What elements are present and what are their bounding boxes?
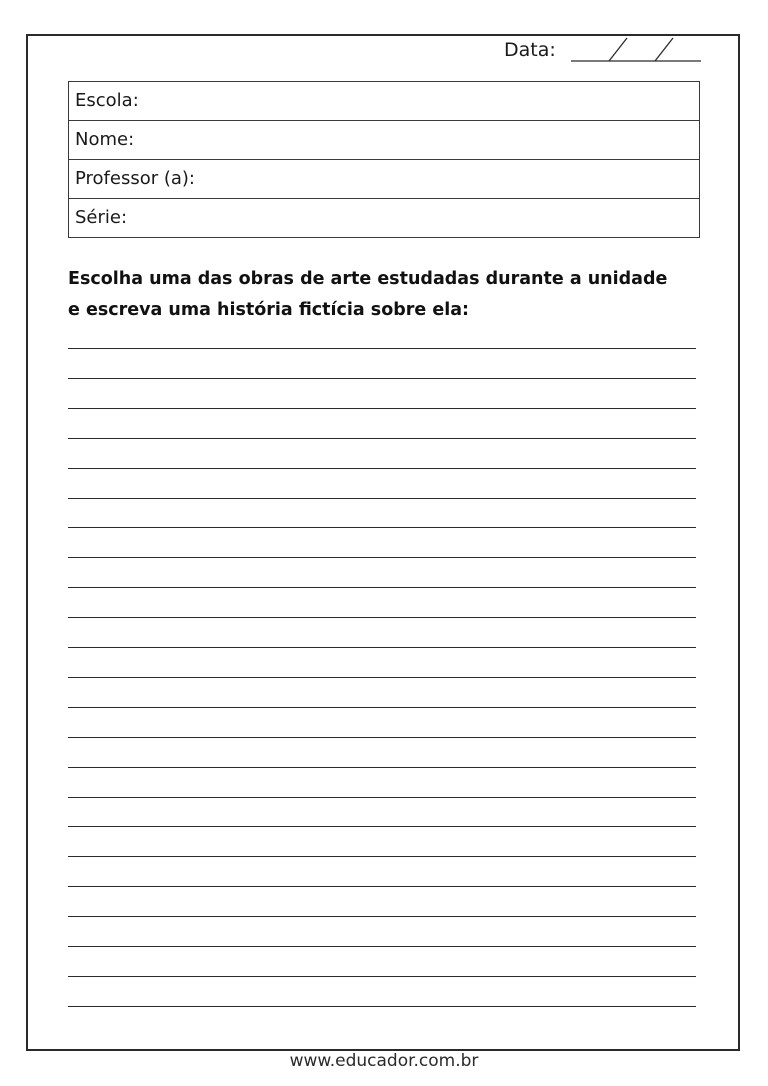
writing-line xyxy=(68,767,696,768)
writing-line xyxy=(68,378,696,379)
writing-line xyxy=(68,408,696,409)
writing-line xyxy=(68,1006,696,1007)
writing-line xyxy=(68,976,696,977)
prompt-line-1: Escolha uma das obras de arte estudadas durante a unidade xyxy=(68,269,668,289)
writing-line xyxy=(68,946,696,947)
writing-line xyxy=(68,498,696,499)
writing-line xyxy=(68,737,696,738)
writing-line xyxy=(68,856,696,857)
writing-line xyxy=(68,587,696,588)
writing-line xyxy=(68,527,696,528)
writing-line xyxy=(68,826,696,827)
prompt-line-2: e escreva uma história fictícia sobre ela: xyxy=(68,300,470,320)
writing-line xyxy=(68,348,696,349)
school-field: Escola: xyxy=(69,82,700,121)
writing-line xyxy=(68,617,696,618)
teacher-field: Professor (a): xyxy=(69,160,700,199)
writing-line xyxy=(68,707,696,708)
writing-area xyxy=(68,0,696,1086)
writing-line xyxy=(68,916,696,917)
writing-line xyxy=(68,797,696,798)
writing-line xyxy=(68,677,696,678)
date-label: Data: xyxy=(504,39,556,61)
name-field: Nome: xyxy=(69,121,700,160)
writing-line xyxy=(68,886,696,887)
writing-line xyxy=(68,557,696,558)
grade-field: Série: xyxy=(69,199,700,238)
footer-url: www.educador.com.br xyxy=(289,1051,479,1071)
writing-line xyxy=(68,438,696,439)
writing-line xyxy=(68,647,696,648)
writing-line xyxy=(68,468,696,469)
